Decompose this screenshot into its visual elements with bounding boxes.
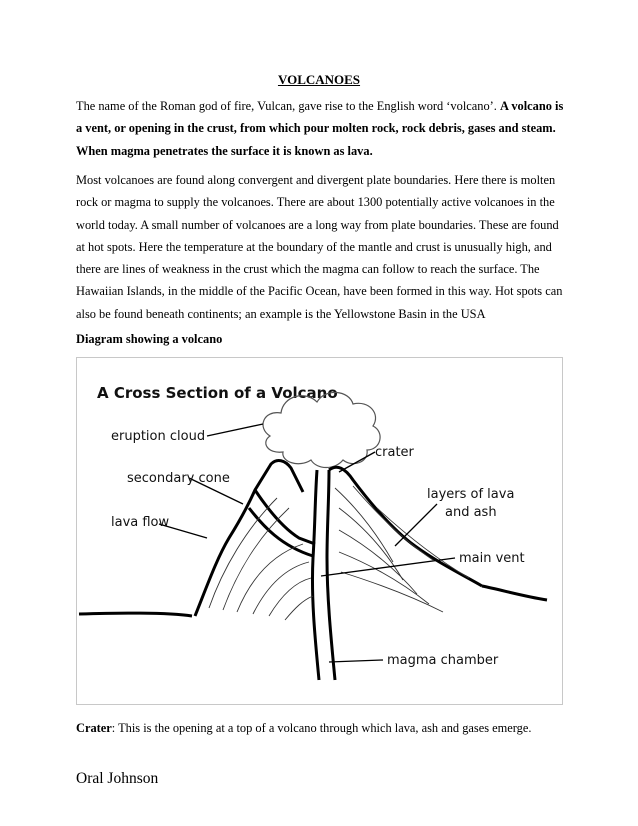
label-magma-chamber: magma chamber xyxy=(387,653,499,668)
pointer-magma-chamber xyxy=(329,660,383,662)
intro-plain-text: The name of the Roman god of fire, Vulcan, gave rise to the English word ‘volcano’. xyxy=(76,99,500,113)
page-title: VOLCANOES xyxy=(277,72,361,87)
lava-ash-layers-left xyxy=(209,498,313,620)
crater-definition-text: : This is the opening at a top of a volcano through which lava, ash and gases emerge. xyxy=(111,721,532,735)
pointer-eruption-cloud xyxy=(207,424,263,436)
label-secondary-cone: secondary cone xyxy=(127,471,230,486)
pointer-main-vent xyxy=(321,558,455,576)
label-layers-line1: layers of lava xyxy=(427,487,515,502)
ground-line-left xyxy=(79,613,192,616)
main-vent-left-wall xyxy=(312,470,319,680)
diagram-title: A Cross Section of a Volcano xyxy=(97,384,338,402)
pointer-crater xyxy=(339,452,375,472)
eruption-cloud-shape xyxy=(263,392,380,467)
label-main-vent: main vent xyxy=(459,551,525,566)
pointer-layers xyxy=(395,504,437,546)
author-name: Oral Johnson xyxy=(76,770,159,787)
crater-definition xyxy=(76,721,596,736)
volcano-diagram xyxy=(76,357,563,705)
crater-term: Crater xyxy=(76,721,112,735)
diagram-heading: Diagram showing a volcano xyxy=(76,332,223,346)
volcano-right-flank xyxy=(329,467,482,586)
label-lava-flow: lava flow xyxy=(111,515,170,530)
plate-boundaries-paragraph: Most volcanoes are found along convergent and divergent plate boundaries. Here there is molten rock or magma to supply the volcanoes. There are about 1300 potentially active volcanoes in the world today. A small number of volcanoes are a long way from plate boundaries. These are found at hot spots. Here the temperature at the boundary of the mantle and crust is unusually high, and there are lines of weakness in the crust which the magma can follow to reach the surface. The Hawaiian Islands, in the middle of the Pacific Ocean, have been formed in this way. Hot spots can also be found beneath continents; an example is the Yellowstone Basin in the USA xyxy=(76,173,563,321)
intro-bold-text: A volcano is a vent, or opening in the crust, from which pour molten rock, rock debris, gases and steam. When magma penetrates the surface it is known as lava. xyxy=(76,99,564,158)
ground-line-right xyxy=(482,586,547,600)
volcano-cross-section-figure xyxy=(77,358,562,704)
label-eruption-cloud: eruption cloud xyxy=(111,429,206,444)
label-crater: crater xyxy=(375,445,414,460)
label-layers-line2: and ash xyxy=(445,505,497,520)
intro-paragraph xyxy=(76,95,566,162)
